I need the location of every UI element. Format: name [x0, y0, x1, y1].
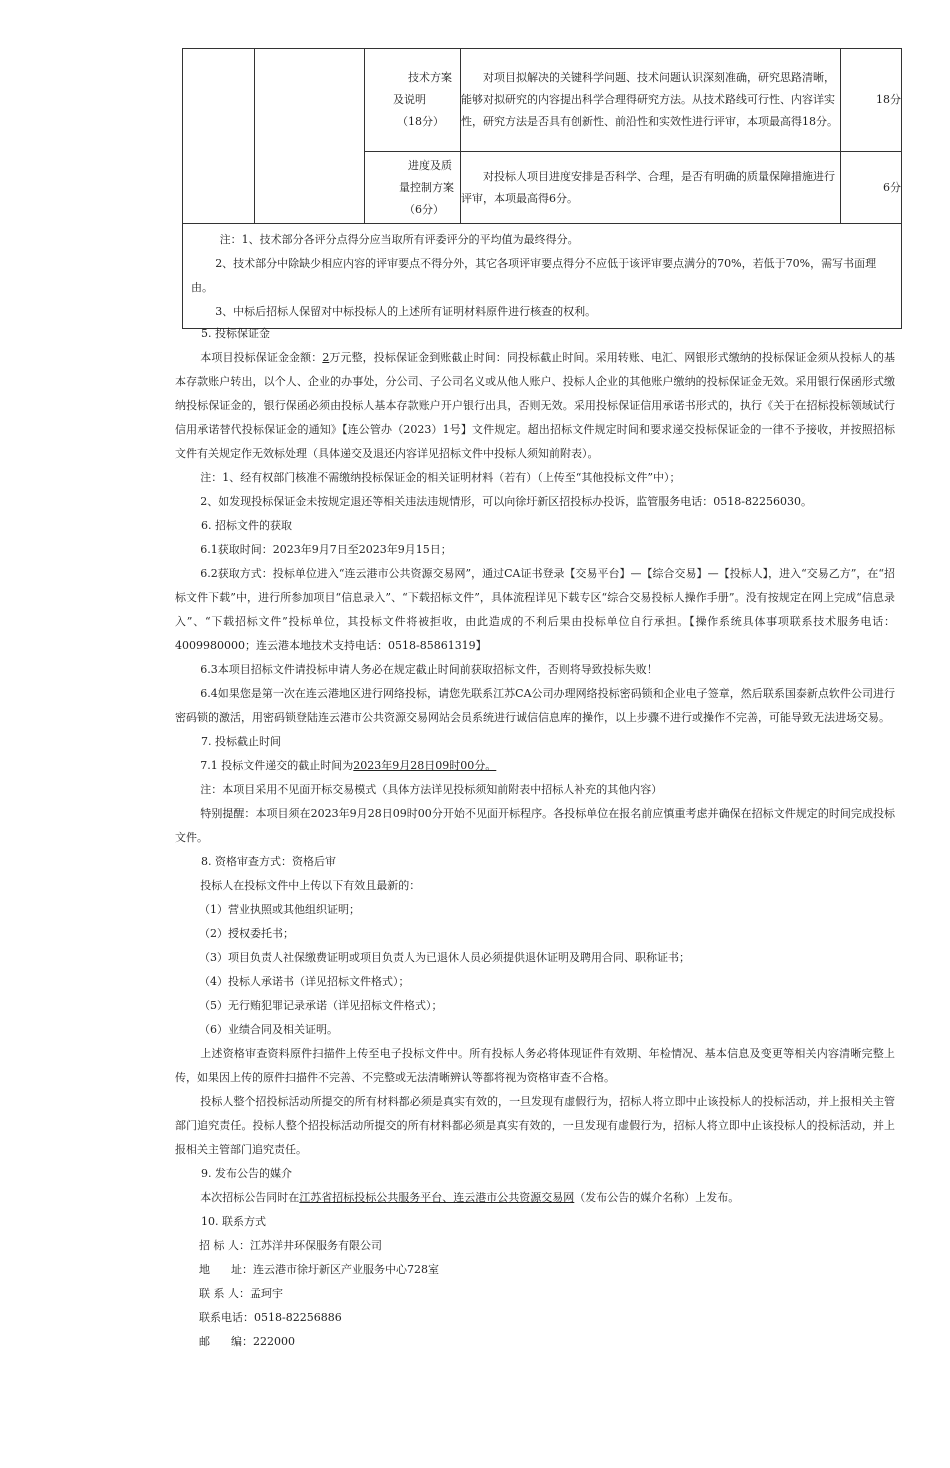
contact-line: 招 标 人：江苏洋井环保服务有限公司: [199, 1239, 382, 1252]
item-label: （6分）: [404, 202, 444, 216]
scoring-table: [182, 48, 902, 329]
list-item: （1）营业执照或其他组织证明；: [199, 903, 360, 916]
score-cell: 18分: [841, 49, 902, 152]
section-title: 7. 投标截止时间: [201, 735, 281, 748]
desc-cell: 对项目拟解决的关键科学问题、技术问题认识深刻准确，研究思路清晰，能够对拟研究的内容提出科学合理得研究方法。从技术路线可行性、内容详实性，研究方法是否具有创新性、前沿性和实效性进行评审，本项最高得18分。: [461, 49, 841, 152]
note-line: 3、中标后招标人保留对中标投标人的上述所有证明材料原件进行核查的权利。: [215, 305, 597, 318]
paragraph: 注：1、经有权部门核准不需缴纳投标保证金的相关证明材料（若有）（上传至“其他投标文件”中）；: [200, 471, 681, 484]
list-item: （2）授权委托书；: [199, 927, 294, 940]
paragraph: 6.1获取时间：2023年9月7日至2023年9月15日；: [200, 543, 452, 556]
table-cell-empty: [183, 49, 255, 224]
list-item: （5）无行贿犯罪记录承诺（详见招标文件格式）；: [199, 999, 443, 1012]
underlined-text: 2: [322, 351, 330, 364]
list-item: （4）投标人承诺书（详见招标文件格式）；: [199, 975, 410, 988]
paragraph: 上述资格审查资料原件扫描件上传至电子投标文件中。所有投标人务必将体现证件有效期、年检情况、基本信息及变更等相关内容清晰完整上传，如果因上传的原件扫描件不完善、不完整或无法清晰辨认等都将视为资格审查不合格。: [175, 1047, 895, 1084]
notes-cell: [183, 224, 902, 329]
item-label: 技术方案: [408, 71, 452, 84]
section-title: 10. 联系方式: [201, 1215, 266, 1228]
text: 本项目投标保证金金额：: [200, 351, 323, 364]
section-title: 9. 发布公告的媒介: [201, 1167, 292, 1180]
section-title: 8. 资格审查方式：资格后审: [201, 855, 336, 868]
table-row: [183, 49, 902, 152]
item-label: 进度及质: [408, 158, 452, 172]
paragraph: 6.2获取方式：投标单位进入“连云港市公共资源交易网”，通过CA证书登录【交易平台】—【综合交易】—【投标人】，进入“交易乙方”，在“招标文件下载”中，进行所参加项目“信息录入”、“下载招标文件”，具体流程详见下载专区“综合交易投标人操作手册”。没有按规定在网上完成“信息录入”、“下载招标文件”投标单位，其投标文件将被拒收，由此造成的不利后果由投标单位自行承担。【操作系统具体事项联系技术服务电话：4009980000；连云港本地技术支持电话：0518-85861319】: [175, 567, 895, 652]
text: 7.1 投标文件递交的截止时间为: [200, 759, 354, 772]
list-item: （6）业绩合同及相关证明。: [199, 1023, 338, 1036]
text: 本次招标公告同时在: [200, 1191, 300, 1204]
contact-line: 邮 编：222000: [199, 1335, 295, 1348]
item-cell: [365, 49, 461, 152]
section-title: 5. 投标保证金: [201, 327, 270, 340]
section-title: 6. 招标文件的获取: [201, 519, 292, 532]
paragraph: 注：本项目采用不见面开标交易模式（具体方法详见投标须知前附表中招标人补充的其他内容）: [200, 783, 663, 796]
note-line: 注：1、技术部分各评分点得分应当取所有评委评分的平均值为最终得分。: [219, 233, 579, 246]
contact-line: 联 系 人：孟珂宇: [199, 1287, 283, 1300]
list-item: （3）项目负责人社保缴费证明或项目负责人为已退休人员必须提供退休证明及聘用合同、职称证书；: [199, 951, 690, 964]
item-cell: [365, 152, 461, 224]
item-label: 及说明: [393, 93, 426, 106]
paragraph: 2、如发现投标保证金未按规定退还等相关违法违规情形，可以向徐圩新区招投标办投诉，监管服务电话：0518-82256030。: [200, 495, 812, 508]
paragraph: 投标人整个招投标活动所提交的所有材料都必须是真实有效的，一旦发现有虚假行为，招标人将立即中止该投标人的投标活动，并上报相关主管部门追究责任。投标人整个招投标活动所提交的所有材料都必须是真实有效的，一旦发现有虚假行为，招标人将立即中止该投标人的投标活动，并上报相关主管部门追究责任。: [175, 1095, 895, 1156]
contact-line: 联系电话：0518-82256886: [199, 1311, 342, 1324]
body-content: [175, 322, 895, 1354]
paragraph: 投标人在投标文件中上传以下有效且最新的：: [200, 879, 421, 892]
contact-line: 地 址：连云港市徐圩新区产业服务中心728室: [199, 1263, 439, 1276]
note-line: 2、技术部分中除缺少相应内容的评审要点不得分外，其它各项评审要点得分不应低于该评审要点满分的70%，若低于70%，需写书面理由。: [191, 257, 877, 294]
underlined-text: 2023年9月28日09时00分。: [353, 759, 497, 772]
paragraph: 特别提醒：本项目须在2023年9月28日09时00分开始不见面开标程序。各投标单位在报名前应慎重考虑并确保在招标文件规定的时间完成投标文件。: [175, 807, 895, 844]
underlined-text: 江苏省招标投标公共服务平台、连云港市公共资源交易网: [299, 1191, 575, 1204]
text: 万元整，投标保证金到账截止时间：同投标截止时间。采用转账、电汇、网银形式缴纳的投标保证金须从投标人的基本存款账户转出，以个人、企业的办事处，分公司、子公司名义或从他人账户、投标人企业的其他账户缴纳的投标保证金无效。采用银行保函形式缴纳投标保证金的，银行保函必须由投标人基本存款账户开户银行出具，否则无效。采用投标保证信用承诺书形式的，执行《关于在招标投标领域试行信用承诺替代投标保证金的通知》【连公管办（2023）1号】文件规定。超出招标文件规定时间和要求递交投标保证金的一律不予接收，并按照招标文件有关规定作无效标处理（具体递交及退还内容详见招标文件中投标人须知前附表）。: [175, 351, 895, 460]
item-label: 量控制方案: [399, 180, 454, 194]
paragraph: [175, 754, 895, 778]
item-label: （18分）: [397, 115, 444, 128]
desc-cell: 对投标人项目进度安排是否科学、合理，是否有明确的质量保障措施进行评审，本项最高得6分。: [461, 152, 841, 224]
paragraph: 6.3本项目招标文件请投标申请人务必在规定截止时间前获取招标文件，否则将导致投标失败！: [200, 663, 658, 676]
score-cell: 6分: [841, 152, 902, 224]
paragraph: [175, 346, 895, 466]
table-cell-empty: [255, 49, 365, 224]
table-notes-row: [183, 224, 902, 329]
paragraph: [175, 1186, 895, 1210]
text: （发布公告的媒介名称）上发布。: [574, 1191, 740, 1204]
paragraph: 6.4如果您是第一次在连云港地区进行网络投标，请您先联系江苏CA公司办理网络投标密码锁和企业电子签章，然后联系国泰新点软件公司进行密码锁的激活，用密码锁登陆连云港市公共资源交易网站会员系统进行诚信信息库的操作，以上步骤不进行或操作不完善，可能导致无法进场交易。: [175, 687, 895, 724]
